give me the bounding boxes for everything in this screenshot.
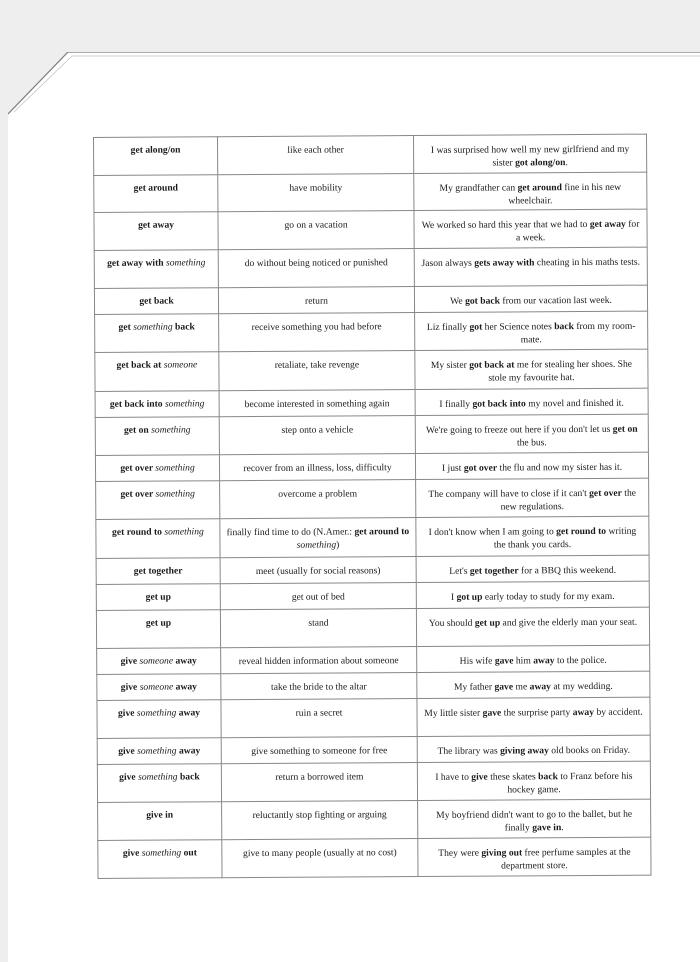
example-sentence-cell: I just got over the flu and now my sister has it. xyxy=(415,452,648,479)
phrasal-verb-cell: give in xyxy=(98,802,222,841)
example-sentence-cell: They were giving out free perfume samples at the department store. xyxy=(418,837,651,876)
example-sentence-cell: My sister got back at me for stealing her shoes. She stole my favourite hat. xyxy=(415,349,648,389)
phrasal-verb-cell: get away with something xyxy=(94,250,218,289)
phrasal-verb-cell: get something back xyxy=(95,314,219,353)
example-sentence-cell: Liz finally got her Science notes back from my room-mate. xyxy=(415,311,648,350)
phrasal-verb-cell: get back into something xyxy=(95,391,219,418)
table-row xyxy=(98,799,651,840)
example-sentence-cell: I don't know when I am going to get round to writing the thank you cards. xyxy=(416,516,649,556)
example-sentence-cell: We're going to freeze out here if you don't let us get on the bus. xyxy=(415,414,648,453)
phrasal-verb-cell: give something away xyxy=(97,738,221,765)
table-row xyxy=(94,134,647,175)
example-sentence-cell: Jason always gets away with cheating in his maths tests. xyxy=(414,247,647,286)
phrasal-verb-cell: get over something xyxy=(95,455,219,482)
table-row xyxy=(97,671,650,700)
table-row xyxy=(96,607,649,648)
phrasal-verb-cell: give someone away xyxy=(97,674,221,701)
example-sentence-cell: We worked so hard this year that we had to get away for a week. xyxy=(414,209,647,248)
table-row xyxy=(94,285,647,314)
example-sentence-cell: My boyfriend didn't want to go to the ballet, but he finally gave in. xyxy=(418,799,651,838)
meaning-cell: become interested in something again xyxy=(219,390,415,417)
meaning-cell: go on a vacation xyxy=(218,211,414,250)
meaning-cell: give something to someone for free xyxy=(221,737,417,764)
table-row xyxy=(95,388,648,417)
phrasal-verb-cell: get away xyxy=(94,212,218,251)
meaning-cell: meet (usually for social reasons) xyxy=(220,557,416,584)
table-row xyxy=(97,645,650,674)
example-sentence-cell: The company will have to close if it can't get over the new regulations. xyxy=(416,478,649,517)
meaning-cell: give to many people (usually at no cost) xyxy=(222,839,418,878)
table-row xyxy=(97,761,650,802)
meaning-cell: do without being noticed or punished xyxy=(218,249,414,288)
phrasal-verb-cell: get back xyxy=(94,288,218,315)
example-sentence-cell: My grandfather can get around fine in his new wheelchair. xyxy=(414,172,647,210)
meaning-cell: get out of bed xyxy=(220,583,416,610)
table-row xyxy=(96,478,649,519)
table-row xyxy=(97,735,650,764)
table-row xyxy=(94,247,647,288)
meaning-cell: like each other xyxy=(218,136,414,175)
meaning-cell: finally find time to do (N.Amer.: get around to something) xyxy=(220,518,416,558)
phrasal-verb-cell: get up xyxy=(96,584,220,611)
meaning-cell: stand xyxy=(220,609,416,648)
meaning-cell: reveal hidden information about someone xyxy=(221,647,417,674)
meaning-cell: overcome a problem xyxy=(220,480,416,519)
meaning-cell: retaliate, take revenge xyxy=(219,351,415,391)
example-sentence-cell: I finally got back into my novel and finished it. xyxy=(415,388,648,415)
table-row xyxy=(94,172,647,212)
example-sentence-cell: The library was giving away old books on Friday. xyxy=(417,735,650,762)
meaning-cell: return a borrowed item xyxy=(221,763,417,802)
meaning-cell: return xyxy=(218,287,414,314)
meaning-cell: recover from an illness, loss, difficulty xyxy=(219,454,415,481)
table-row xyxy=(95,349,648,391)
table-row xyxy=(96,516,649,558)
meaning-cell: receive something you had before xyxy=(219,313,415,352)
example-sentence-cell: I have to give these skates back to Franz before his hockey game. xyxy=(417,761,650,800)
example-sentence-cell: You should get up and give the elderly man your seat. xyxy=(416,607,649,646)
meaning-cell: reluctantly stop fighting or arguing xyxy=(222,801,418,840)
phrasal-verb-cell: get over something xyxy=(96,481,220,520)
phrasal-verb-cell: get back at someone xyxy=(95,352,219,392)
example-sentence-cell: My father gave me away at my wedding. xyxy=(417,671,650,698)
table-row xyxy=(94,209,647,250)
phrasal-verb-cell: give something back xyxy=(97,764,221,803)
table-row xyxy=(95,414,648,455)
table-row xyxy=(95,452,648,481)
example-sentence-cell: His wife gave him away to the police. xyxy=(417,645,650,672)
phrasal-verb-cell: get round to something xyxy=(96,519,220,559)
phrasal-verbs-table xyxy=(93,134,652,879)
phrasal-verb-cell: get on something xyxy=(95,417,219,456)
example-sentence-cell: I got up early today to study for my exam. xyxy=(416,581,649,608)
table-row xyxy=(97,697,650,738)
example-sentence-cell: My little sister gave the surprise party away by accident. xyxy=(417,697,650,736)
example-sentence-cell: Let's get together for a BBQ this weekend. xyxy=(416,555,649,582)
phrasal-verb-cell: get around xyxy=(94,175,218,213)
phrasal-verb-cell: give someone away xyxy=(97,648,221,675)
table-row xyxy=(96,555,649,584)
phrasal-verb-cell: get along/on xyxy=(94,137,218,176)
meaning-cell: have mobility xyxy=(218,174,414,212)
phrasal-verb-cell: get up xyxy=(96,610,220,649)
phrasal-verb-cell: give something away xyxy=(97,700,221,739)
table-row xyxy=(98,837,651,878)
phrasal-verb-cell: get together xyxy=(96,558,220,585)
meaning-cell: take the bride to the altar xyxy=(221,673,417,700)
table-row xyxy=(95,311,648,352)
example-sentence-cell: I was surprised how well my new girlfriend and my sister got along/on. xyxy=(413,134,646,173)
example-sentence-cell: We got back from our vacation last week. xyxy=(414,285,647,312)
phrasal-verb-cell: give something out xyxy=(98,840,222,879)
meaning-cell: step onto a vehicle xyxy=(219,416,415,455)
meaning-cell: ruin a secret xyxy=(221,699,417,738)
table-row xyxy=(96,581,649,610)
